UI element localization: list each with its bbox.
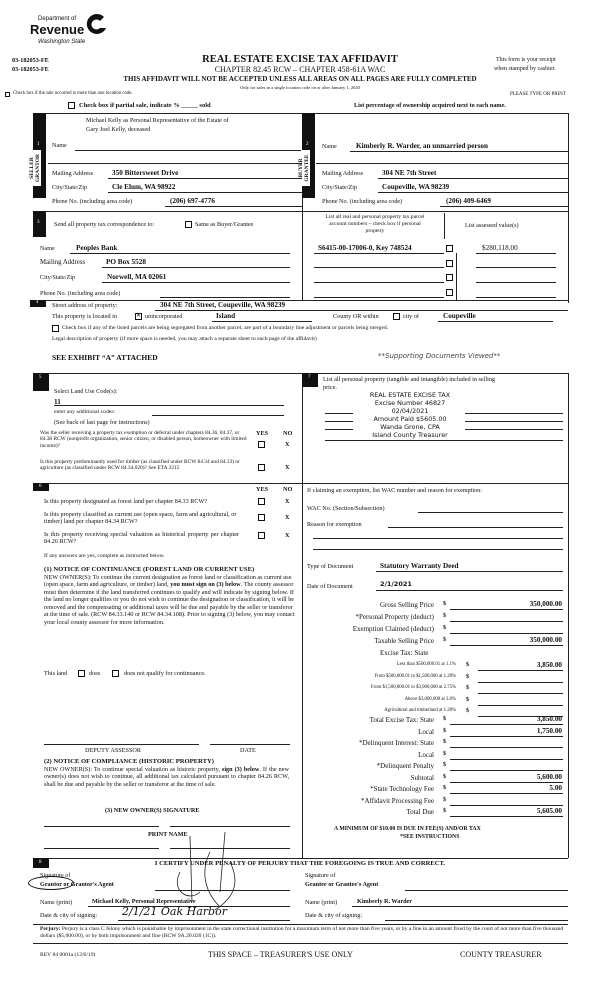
same-as-buyer-checkbox [185, 221, 192, 228]
amount-label: From $500,000.01 to $1,500,000 at 1.28% [374, 673, 456, 679]
grantee-signature-of: Signature of [305, 872, 336, 879]
located-label: This property is located in [52, 313, 117, 320]
notice-compliance-title: (2) NOTICE OF COMPLIANCE (HISTORIC PROPERTY) [44, 758, 214, 765]
notice-compliance-part-2: . If the new owner(s) does not wish to continue, all additional tax calculated pursuant to chapter 84.26 RCW, shall be due and payable by the seller or transferor at the time of sale. [44, 766, 289, 788]
s5-question-1: Was the seller receiving a property tax exemption or deferral under chapters 84.36, 84.37, or 84.38 RCW (nonprofit organization, senior citizen, or disabled person, homeowner with limited income)? [40, 430, 247, 449]
parcel-header-3: property [365, 228, 385, 234]
city-of-label: city of [403, 313, 419, 320]
dollar-sign: $ [443, 739, 446, 745]
parcel-header-1: List all real and personal property tax parcel [325, 214, 425, 220]
treasurer-stamp [340, 391, 480, 439]
amount-value: 5,605.00 [536, 807, 562, 815]
city-value: Coupeville [443, 312, 476, 320]
buyer-name-value: Kimberly R. Warder, an unmarried person [356, 142, 488, 150]
grantor-name-value: Michael Kelly, Personal Representative [92, 898, 196, 905]
amount-value: 350,000.00 [529, 636, 562, 644]
amount-label: *Personal Property (deduct) [355, 613, 434, 621]
grantor-date-handwritten: 2/1/21 Oak Harbor [122, 905, 227, 918]
additional-codes-label: enter any additional codes: [54, 409, 116, 415]
does-not-qualify-checkbox [112, 670, 119, 677]
dollar-sign: $ [466, 685, 469, 691]
seller-mail-label: Mailing Address [52, 170, 94, 177]
s6-no-header: NO [283, 486, 293, 493]
dor-logo [30, 12, 110, 52]
amount-label: *State Technology Fee [370, 785, 434, 793]
stamp-line: Amount Paid $5605.00 [373, 415, 447, 423]
s6-q1-answer: X [285, 498, 290, 505]
corr-city-label: City/State/Zip [40, 274, 76, 281]
wac-label: WAC No. (Section/Subsection) [307, 505, 385, 512]
does-not-label: does not qualify for continuance. [124, 670, 206, 677]
amount-line [478, 682, 563, 683]
section-1-number: 1 [37, 142, 40, 147]
ownership-note: List percentage of ownership acquired next to each name. [354, 102, 506, 109]
amount-label: From $1,500,000.01 to $3,000,000 at 2.75% [370, 685, 456, 690]
s5-no-header: NO [283, 430, 293, 437]
amount-label: *Delinquent Penalty [376, 762, 434, 770]
new-owner-signature-label: (3) NEW OWNER(S) SIGNATURE [105, 807, 200, 814]
section-4-marker [30, 300, 46, 307]
grantee-agent-label: Grantee or Grantee's Agent [305, 881, 379, 888]
seller-name-line2: Gary Joel Kelly, deceased [86, 126, 151, 133]
notice-compliance-text [44, 766, 289, 788]
corr-name-label: Name [40, 245, 55, 252]
type-print-note: PLEASE TYPE OR PRINT [510, 92, 566, 97]
amount-label: Total Due [406, 808, 434, 816]
amount-line [450, 816, 563, 817]
signature-scribble-icon [160, 832, 250, 912]
logo-top: Department of [38, 16, 77, 22]
amount-label: *Affidavit Processing Fee [361, 796, 434, 805]
section-5-marker [33, 373, 49, 391]
notice-continuance-part-1: NEW OWNER(S): To continue the current designation as forest land or classification as current use (open space, farm and agriculture, or timber) land, [44, 574, 292, 589]
personal-property-heading-1: List all personal property (tangible and intangible) included in selling [323, 376, 496, 383]
seller-mail-value: 350 Bittersweet Drive [112, 169, 179, 177]
grantor-name-label: Name (print) [40, 899, 73, 906]
personal-property-checkbox-3 [446, 274, 453, 281]
grantee-date-label: Date & city of signing: [305, 912, 363, 919]
notice-continuance-text [44, 574, 296, 626]
corr-name-value: Peoples Bank [76, 244, 118, 252]
perjury-label: Perjury: [40, 926, 61, 932]
notice-continuance-part-2: . The county assessor must then determine if the land transferred continues to qualify and will indicate by signing below. If the land no longer qualifies or you do not wish to continue the designation or classification, it will be removed and the compensating or additional taxes will be due and payable by the seller or transferor at the time of sale. (RCW 84.33.140 or RCW 84.34.108). Prior to signing (3) below, you may contact your local county assessor for more information. [44, 581, 295, 626]
street-address-label: Street address of property: [52, 302, 118, 309]
stamp-line: Excise Number 46827 [374, 399, 446, 407]
correspondence-label: Send all property tax correspondence to: [54, 221, 155, 228]
grantor-date-label: Date & city of signing: [40, 912, 98, 919]
amount-line [450, 609, 563, 610]
amount-label: *Delinquent Interest: State [358, 739, 434, 747]
dollar-sign: $ [443, 625, 446, 631]
date-label: DATE [240, 747, 256, 754]
seller-side-label: SELLER GRANTOR [30, 150, 41, 186]
exemption-reason-label: Reason for exemption [307, 521, 362, 528]
form-code-1: 03-182053-FE [12, 57, 49, 64]
personal-property-checkbox-4 [446, 289, 453, 296]
legal-description-value: SEE EXHIBIT “A” ATTACHED [52, 353, 158, 362]
s6-q2-answer: X [285, 514, 290, 521]
parcel-header-2: account numbers – check box if personal [329, 221, 421, 227]
s6-q3-yes-checkbox [258, 532, 265, 539]
deputy-assessor-label: DEPUTY ASSESSOR [85, 747, 141, 754]
form-subtitle: CHAPTER 82.45 RCW – CHAPTER 458-61A WAC [214, 65, 386, 74]
unincorporated-label: unincorporated [145, 313, 183, 320]
amount-line [450, 770, 563, 771]
corr-mail-value: PO Box 5528 [106, 258, 146, 266]
land-use-code: 11 [54, 398, 61, 406]
amount-line [450, 747, 563, 748]
amount-label: Above $3,000,000 at 3.0% [404, 696, 456, 702]
s5-q1-answer: X [285, 441, 290, 448]
corr-phone-label: Phone No. (including area code) [40, 290, 121, 297]
assessed-header: List assessed value(s) [465, 222, 519, 229]
multi-location-checkbox [5, 92, 10, 97]
segregated-label: Check box if any of the listed parcels are being segregated from another parcel, are part of a boundary line adjustment or parcels being merged. [62, 325, 389, 331]
form-code-2: 03-182053-FE [12, 66, 49, 73]
section-5-number: 5 [39, 375, 42, 380]
unincorporated-checkbox: ✕ [136, 313, 142, 319]
s6-question-2: Is this property classified as current use (open space, farm and agricultural, or timber) land per chapter 84.34 RCW? [44, 511, 237, 526]
amount-label: Less than $500,000.01 at 1.1% [396, 662, 456, 667]
seller-phone-label: Phone No. (including area code) [52, 198, 133, 205]
s6-question-1: Is this property designated as forest land per chapter 84.33 RCW? [44, 498, 208, 505]
seller-name-line1: Michael Kelly as Personal Representative of the Estate of [86, 117, 229, 124]
amount-label: Local [418, 750, 434, 759]
county-or-label: County OR within [333, 313, 379, 320]
county-treasurer-label: COUNTY TREASURER [460, 950, 542, 959]
see-instructions-note: *SEE INSTRUCTIONS [400, 834, 460, 840]
amount-line [478, 693, 563, 694]
s5-q2-answer: X [285, 464, 290, 471]
supporting-docs-stamp: **Supporting Documents Viewed** [378, 352, 501, 360]
form-title: REAL ESTATE EXCISE TAX AFFIDAVIT [202, 54, 398, 65]
s5-q2-yes-checkbox [258, 464, 265, 471]
corr-mail-label: Mailing Address [40, 259, 86, 266]
buyer-name-label: Name [322, 143, 337, 150]
seller-phone-value: (206) 697-4776 [170, 197, 215, 205]
buyer-mail-value: 304 NE 7th Street [382, 169, 437, 177]
receipt-note-2: when stamped by cashier. [494, 66, 556, 72]
s6-question-3: Is this property receiving special valuation as historical property per chapter 84.26 RCW? [44, 531, 239, 546]
amount-label: Gross Selling Price [379, 601, 434, 609]
amount-line [450, 736, 563, 737]
amount-label: Local [418, 727, 434, 736]
warning-text: THIS AFFIDAVIT WILL NOT BE ACCEPTED UNLESS ALL AREAS ON ALL PAGES ARE FULLY COMPLETED [123, 75, 477, 83]
does-qualify-checkbox [78, 670, 85, 677]
dollar-sign: $ [443, 601, 446, 607]
this-land-label: This land [44, 670, 68, 677]
section-7-marker [302, 373, 318, 387]
notice-continuance-title: (1) NOTICE OF CONTINUANCE (FOREST LAND OR CURRENT USE) [44, 566, 255, 573]
document-type-label: Type of Document [307, 563, 354, 570]
buyer-phone-label: Phone No. (including area code) [322, 198, 403, 205]
perjury-text: Perjury is a class C felony which is punishable by imprisonment in the state correctional institution for a maximum term of not more than five years, or by a fine in an amount fixed by the court of not more than five thousand dollars ($5,000.00), or by both imprisonment and fine (RCW 9A.20.020 (1C)). [40, 926, 564, 939]
buyer-city-value: Coupeville, WA 98239 [382, 183, 450, 191]
dollar-sign: $ [443, 727, 446, 734]
section-6-marker [33, 483, 49, 491]
section-2-number: 2 [306, 142, 309, 147]
seller-city-value: Cle Elum, WA 98922 [112, 183, 176, 191]
buyer-mail-label: Mailing Address [322, 170, 364, 177]
dollar-sign: $ [466, 662, 469, 668]
section-4-number: 4 [36, 300, 39, 305]
amount-line [450, 759, 563, 760]
personal-property-checkbox-1 [446, 245, 453, 252]
section-8-number: 8 [39, 860, 42, 865]
amount-value: 3,850.00 [536, 661, 562, 669]
amount-value: 350,000.00 [529, 600, 562, 608]
dollar-sign: $ [443, 613, 446, 619]
same-as-buyer-label: Same as Buyer/Grantee [195, 221, 254, 228]
stamp-line: 02/04/2021 [391, 407, 429, 415]
street-address-value: 304 NE 7th Street, Coupeville, WA 98239 [160, 301, 286, 309]
dollar-sign: $ [443, 750, 446, 757]
grantor-signature-of: Signature of [40, 872, 71, 879]
amount-label: Subtotal [410, 773, 434, 782]
stamp-line: Wanda Grone, CPA [380, 423, 440, 431]
minimum-note: A MINIMUM OF $10.00 IS DUE IN FEE(S) AND/OR TAX [334, 826, 481, 832]
amount-line [478, 670, 563, 671]
amount-label: Exemption Claimed (deduct) [352, 625, 434, 633]
amount-line [450, 645, 563, 646]
buyer-side-label: BUYER GRANTEE [299, 150, 310, 186]
treasurer-use-label: THIS SPACE – TREASURER'S USE ONLY [208, 950, 353, 959]
dollar-sign: $ [443, 773, 446, 780]
dollar-sign: $ [443, 796, 446, 803]
section-7-number: 7 [308, 375, 311, 380]
amount-line [450, 782, 563, 783]
amount-value: 5.00 [549, 784, 562, 792]
form-revision: REV 84 0001a (12/6/19) [40, 952, 96, 958]
seller-name-label: Name [52, 142, 67, 149]
print-name-label: PRINT NAME [148, 831, 188, 838]
document-date-label: Date of Document [307, 583, 353, 590]
s6-q3-answer: X [285, 532, 290, 539]
amount-value: 5,600.00 [536, 772, 562, 781]
amount-value: 3,850.00 [536, 715, 562, 723]
dollar-sign: $ [443, 785, 446, 791]
multi-location-label: Check box if the sale occurred is more than one location code. [13, 91, 133, 96]
dollar-sign: $ [443, 637, 446, 643]
document-date-value: 2/1/2021 [380, 580, 412, 588]
amount-label: Total Excise Tax: State [369, 716, 434, 724]
grantor-agent-label: Grantor or Grantor's Agent [40, 881, 114, 888]
amount-line [478, 705, 563, 706]
s5-q1-yes-checkbox [258, 441, 265, 448]
s5-question-2: Is this property predominantly used for timber (as classified under RCW 84.34 and 84.33) or agriculture (as classified under RCW 84.34.020)? See ETA 3215 [40, 459, 240, 472]
dollar-sign: $ [443, 762, 446, 768]
logo-main: Revenue [30, 22, 85, 37]
amount-line [450, 633, 563, 634]
dollar-sign: $ [443, 808, 446, 814]
parcel-number: S6415-00-17006-0, Key 748524 [318, 244, 412, 252]
if-yes-note: If any answers are yes, complete as instructed below. [44, 553, 165, 559]
amount-value: 1,750.00 [536, 726, 562, 735]
land-use-label: Select Land Use Code(s): [54, 388, 118, 395]
legal-description-label: Legal description of property (if more space is needed, you may attach a separate sheet to each page of the affidavit) [52, 336, 317, 342]
amount-label: Agricultural and timberland at 1.28% [384, 708, 456, 713]
logo-sub: Washington State [38, 39, 86, 45]
city-checkbox [393, 313, 400, 320]
buyer-city-label: City/State/Zip [322, 184, 358, 191]
personal-property-heading-2: price. [323, 384, 337, 391]
grantor-circle-mark [28, 876, 74, 890]
segregated-checkbox [52, 325, 59, 332]
county-value: Island [216, 312, 236, 320]
dollar-sign: $ [443, 716, 446, 722]
notice-continuance-bold: you must sign on (3) below [170, 581, 241, 589]
partial-sale-checkbox [68, 102, 75, 109]
perjury-notice [40, 926, 565, 939]
stamp-line: REAL ESTATE EXCISE TAX [369, 391, 451, 399]
grantee-name-value: Kimberly R. Warder [357, 898, 413, 905]
amount-line [450, 724, 563, 725]
grantee-name-label: Name (print) [305, 899, 338, 906]
s6-q1-yes-checkbox [258, 498, 265, 505]
dollar-sign: $ [466, 708, 469, 714]
personal-property-checkbox-2 [446, 260, 453, 267]
s5-yes-header: YES [256, 430, 269, 437]
amount-line [450, 621, 563, 622]
amount-line [450, 793, 563, 794]
receipt-note-1: This form is your receipt [496, 57, 556, 63]
amount-line [450, 805, 563, 806]
single-location-note: Only for sales in a single location code on or after January 1, 2020 [240, 85, 360, 90]
s6-q2-yes-checkbox [258, 514, 265, 521]
dollar-sign: $ [466, 696, 469, 703]
section-3-marker [33, 211, 46, 237]
assessed-value: $280,118.00 [482, 244, 518, 252]
partial-sale-label: Check box if partial sale, indicate % _____ sold [79, 102, 211, 109]
document-type-value: Statutory Warranty Deed [380, 562, 459, 570]
amount-label: Taxable Selling Price [374, 637, 434, 645]
stamp-line: Island County Treasurer [372, 431, 448, 439]
section-6-number: 6 [39, 484, 42, 489]
see-back-note: (See back of last page for instructions) [54, 419, 150, 426]
certify-statement: I CERTIFY UNDER PENALTY OF PERJURY THAT THE FOREGOING IS TRUE AND CORRECT. [154, 860, 446, 867]
dollar-sign: $ [466, 673, 469, 680]
exemption-heading: If claiming an exemption, list WAC number and reason for exemption: [307, 487, 482, 494]
notice-compliance-part-1: NEW OWNER(S): To continue special valuation as historic property, [44, 766, 222, 773]
excise-tax-state-label: Excise Tax: State [380, 649, 429, 657]
notice-compliance-bold: sign (3) below [221, 766, 260, 773]
does-label: does [89, 670, 101, 677]
buyer-phone-value: (206) 409-6469 [446, 197, 491, 205]
seller-city-label: City/State/Zip [52, 184, 88, 191]
logo-swoosh-icon [86, 12, 108, 36]
s6-yes-header: YES [256, 486, 269, 493]
section-3-number: 3 [37, 220, 40, 225]
corr-city-value: Norwell, MA 02061 [107, 273, 167, 281]
